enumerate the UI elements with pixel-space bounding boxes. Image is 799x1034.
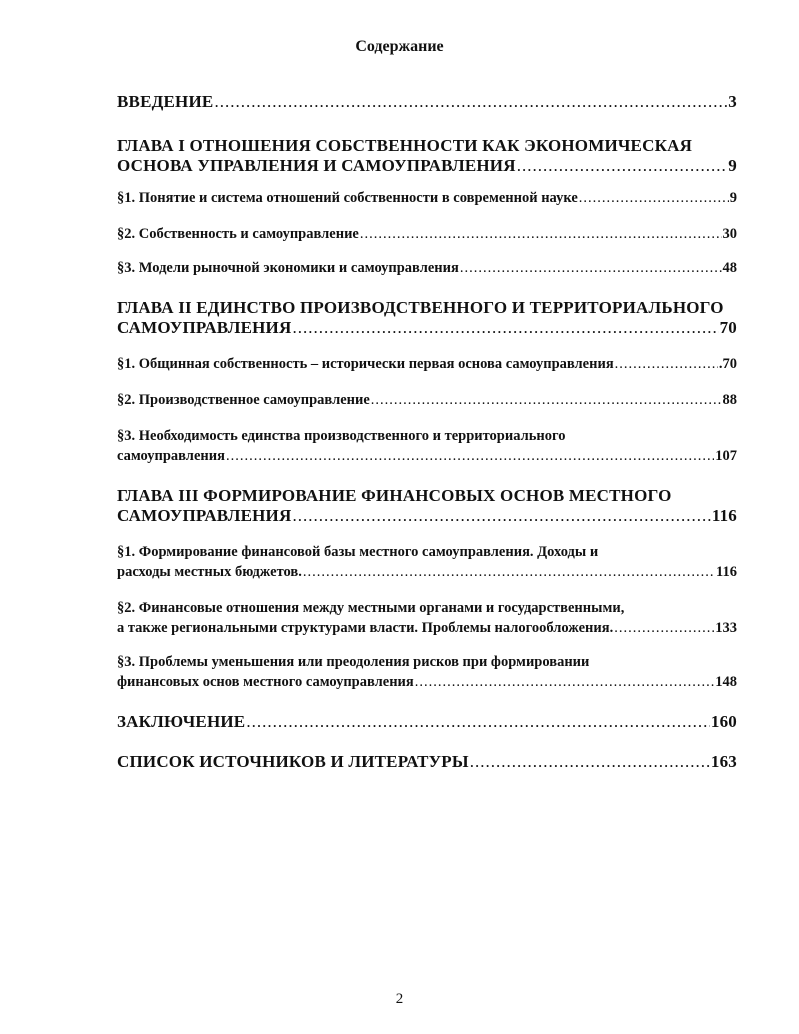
toc-entry[interactable]	[117, 712, 737, 732]
toc-entry-title: САМОУПРАВЛЕНИЯ	[117, 506, 292, 525]
dot-leader	[615, 354, 718, 374]
toc-page-number: 48	[722, 260, 737, 276]
toc-entry-title: а также региональными структурами власти. Проблемы налогообложения.	[117, 620, 614, 636]
toc-entry-title: самоуправления	[117, 448, 225, 464]
toc-page-number: 116	[711, 506, 737, 525]
dot-leader	[292, 506, 710, 526]
toc-entry-title: §3. Модели рыночной экономики и самоуправления	[117, 260, 459, 276]
toc-page-number: 148	[715, 674, 737, 690]
toc-entry-title: расходы местных бюджетов.	[117, 564, 302, 580]
toc-page-number: 160	[710, 712, 737, 731]
toc-entry-title: §1. Понятие и система отношений собственности в современной науке	[117, 190, 578, 206]
toc-entry[interactable]	[117, 298, 737, 338]
dot-leader	[517, 156, 728, 176]
toc-page-number: 107	[715, 448, 737, 464]
dot-leader	[214, 92, 727, 112]
toc-entry-title: ОСНОВА УПРАВЛЕНИЯ И САМОУПРАВЛЕНИЯ	[117, 156, 516, 175]
toc-page-number: 30	[722, 226, 737, 242]
toc-entry-title: СПИСОК ИСТОЧНИКОВ И ЛИТЕРАТУРЫ	[117, 752, 469, 771]
dot-leader	[360, 224, 722, 244]
dot-leader	[246, 712, 710, 732]
toc-entry[interactable]	[117, 652, 737, 692]
toc-entry[interactable]	[117, 752, 737, 772]
dot-leader	[371, 390, 722, 410]
toc-entry[interactable]	[117, 426, 737, 466]
toc-entry-line: ГЛАВА II ЕДИНСТВО ПРОИЗВОДСТВЕННОГО И ТЕРРИТОРИАЛЬНОГО	[117, 298, 724, 317]
toc-entry-line: §2. Финансовые отношения между местными органами и государственными,	[117, 600, 625, 616]
toc-entry-line: §1. Формирование финансовой базы местного самоуправления. Доходы и	[117, 544, 599, 560]
toc-entry-title: ЗАКЛЮЧЕНИЕ	[117, 712, 246, 731]
page-title: Содержание	[355, 38, 444, 55]
toc-page-number: 3	[728, 92, 737, 111]
toc-page-number: 163	[710, 752, 737, 771]
toc-entry[interactable]	[117, 354, 737, 374]
dot-leader	[614, 618, 714, 638]
toc-entry[interactable]	[117, 486, 737, 526]
toc-entry-title: §2. Собственность и самоуправление	[117, 226, 359, 242]
toc-page-number: 88	[722, 392, 737, 408]
dot-leader	[460, 258, 722, 278]
toc-entry[interactable]	[117, 542, 737, 582]
dot-leader	[226, 446, 714, 466]
toc-entry-line: ГЛАВА I ОТНОШЕНИЯ СОБСТВЕННОСТИ КАК ЭКОНОМИЧЕСКАЯ	[117, 136, 693, 155]
toc-entry-title: ВВЕДЕНИЕ	[117, 92, 214, 111]
toc-entry-line: ГЛАВА III ФОРМИРОВАНИЕ ФИНАНСОВЫХ ОСНОВ МЕСТНОГО	[117, 486, 672, 505]
toc-page-number: 9	[728, 156, 737, 175]
toc-entry-line: §3. Необходимость единства производственного и территориального	[117, 428, 566, 444]
toc-page-number: .70	[718, 356, 737, 372]
toc-entry[interactable]	[117, 188, 737, 208]
toc-entry[interactable]	[117, 258, 737, 278]
dot-leader	[415, 672, 714, 692]
toc-entry-title: САМОУПРАВЛЕНИЯ	[117, 318, 292, 337]
toc-entry[interactable]	[117, 92, 737, 112]
toc-entry-title: финансовых основ местного самоуправления	[117, 674, 414, 690]
toc-page-number: 116	[716, 564, 737, 580]
dot-leader	[303, 562, 715, 582]
toc-entry[interactable]	[117, 224, 737, 244]
toc-entry-title: §2. Производственное самоуправление	[117, 392, 370, 408]
dot-leader	[579, 188, 729, 208]
toc-entry-line: §3. Проблемы уменьшения или преодоления рисков при формировании	[117, 654, 590, 670]
toc-page-number: 70	[719, 318, 737, 337]
toc-entry[interactable]	[117, 390, 737, 410]
toc-entry[interactable]	[117, 598, 737, 638]
dot-leader	[292, 318, 718, 338]
page-number: 2	[395, 991, 404, 1007]
toc-page-number: 9	[729, 190, 737, 206]
toc-page-number: 133	[715, 620, 737, 636]
toc-entry-title: §1. Общинная собственность – исторически первая основа самоуправления	[117, 356, 614, 372]
toc-entry[interactable]	[117, 136, 737, 176]
dot-leader	[470, 752, 710, 772]
